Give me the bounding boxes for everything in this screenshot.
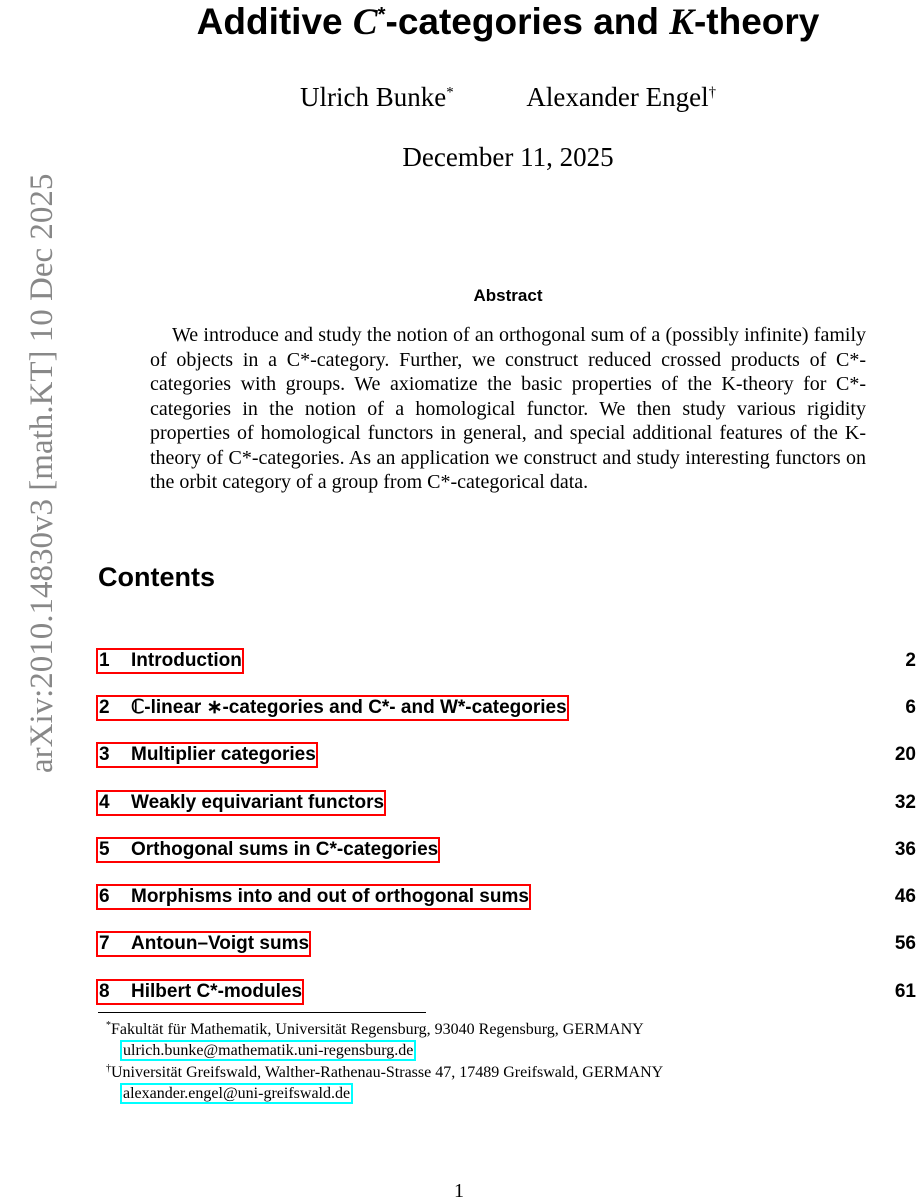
toc-entry <box>96 884 918 910</box>
footnote-affiliation-text: Universität Greifswald, Walther-Rathenau-Strasse 47, 17489 Greifswald, GERMANY <box>111 1064 664 1081</box>
toc-number: 5 <box>99 839 110 860</box>
toc-title: Orthogonal sums in C*-categories <box>131 839 439 860</box>
author-name: Alexander Engel <box>526 82 709 112</box>
footnote-mark: † <box>106 1063 111 1074</box>
toc-entry <box>96 742 918 768</box>
author-2 <box>526 82 716 112</box>
toc-title: ℂ-linear ∗-categories and C*- and W*-categories <box>131 697 567 718</box>
toc-number: 6 <box>99 886 110 907</box>
toc-page: 2 <box>905 650 916 671</box>
toc-title: Introduction <box>131 650 242 671</box>
author-footnote-mark[interactable]: * <box>446 84 454 101</box>
toc-link[interactable] <box>96 742 318 768</box>
toc-title: Hilbert C*-modules <box>131 981 303 1002</box>
toc-link[interactable] <box>96 695 569 721</box>
toc-number: 1 <box>99 650 110 671</box>
toc-page: 32 <box>894 792 916 813</box>
toc-number: 7 <box>99 933 110 954</box>
footnote-mark: * <box>106 1020 111 1031</box>
paper-title <box>118 0 898 45</box>
toc-page: 6 <box>905 697 916 718</box>
toc-link[interactable] <box>96 931 311 957</box>
title-part1: Additive <box>196 1 353 42</box>
title-part2: -categories and <box>385 1 670 42</box>
toc-link[interactable] <box>96 837 440 863</box>
toc-page: 20 <box>894 744 916 765</box>
page-number: 1 <box>454 1180 464 1202</box>
author-list <box>118 82 898 112</box>
author-footnote-mark[interactable]: † <box>708 84 716 101</box>
toc-title: Multiplier categories <box>131 744 316 765</box>
email-link-engel[interactable]: alexander.engel@uni-greifswald.de <box>120 1083 353 1104</box>
toc-number: 4 <box>99 792 110 813</box>
toc-number: 3 <box>99 744 110 765</box>
toc-entry <box>96 695 918 721</box>
toc-link[interactable] <box>96 884 531 910</box>
toc-title: Antoun–Voigt sums <box>131 933 310 954</box>
title-star: * <box>377 3 386 26</box>
toc-link[interactable] <box>96 790 386 816</box>
author-name: Ulrich Bunke <box>300 82 447 112</box>
abstract-body: We introduce and study the notion of an orthogonal sum of a (possibly infinite) family of objects in a C*-category. Further, we construct reduced crossed products of C*-categories with groups. We axiomatize the basic properties of the K-theory for C*-categories in the notion of a homological functor. We then study various rigidity properties of homological functors in general, and special additional features of the K-theory of C*-categories. As an application we construct and study interesting functors on the orbit category of a group from C*-categorical data. <box>150 324 866 493</box>
toc-entry <box>96 790 918 816</box>
toc-page: 56 <box>894 933 916 954</box>
author-1 <box>300 82 454 112</box>
toc-link[interactable] <box>96 979 304 1005</box>
footnote-affiliation <box>106 1016 644 1040</box>
toc-page: 46 <box>894 886 916 907</box>
toc-title: Weakly equivariant functors <box>131 792 385 813</box>
toc-entry <box>96 837 918 863</box>
title-k: K <box>669 2 694 43</box>
footnote-bunke <box>106 1016 644 1061</box>
toc-number: 2 <box>99 697 110 718</box>
title-c: C <box>352 2 378 43</box>
toc-entry <box>96 979 918 1005</box>
abstract-heading: Abstract <box>473 286 543 305</box>
footnote-engel <box>106 1059 663 1104</box>
footnote-affiliation <box>106 1059 663 1083</box>
toc-page: 36 <box>894 839 916 860</box>
toc-link[interactable] <box>96 648 244 674</box>
toc-title: Morphisms into and out of orthogonal sums <box>131 886 529 907</box>
footnote-rule <box>98 1012 426 1013</box>
footnote-affiliation-text: Fakultät für Mathematik, Universität Regensburg, 93040 Regensburg, GERMANY <box>111 1021 644 1038</box>
email-link-bunke[interactable]: ulrich.bunke@mathematik.uni-regensburg.de <box>120 1040 416 1061</box>
toc-page: 61 <box>894 981 916 1002</box>
title-part3: -theory <box>693 1 820 42</box>
paper-date: December 11, 2025 <box>402 142 614 172</box>
toc-entry <box>96 648 918 674</box>
toc-number: 8 <box>99 981 110 1002</box>
contents-heading: Contents <box>98 562 215 592</box>
toc-entry <box>96 931 918 957</box>
arxiv-identifier: arXiv:2010.14830v3 [math.KT] 10 Dec 2025 <box>24 173 60 773</box>
